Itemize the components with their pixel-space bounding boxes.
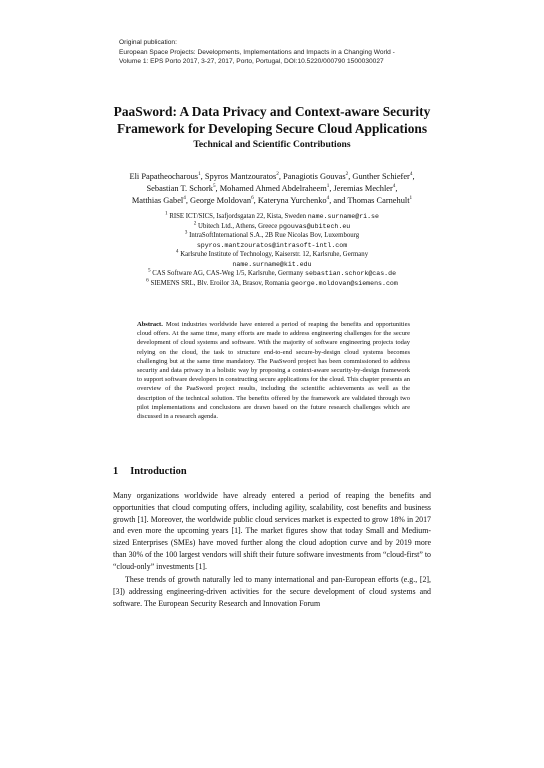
- affiliation-1: [104, 212, 440, 222]
- title-line-2: Framework for Developing Secure Cloud Applications: [116, 121, 428, 136]
- author-affil-mark: 4: [409, 171, 413, 178]
- affiliation-email[interactable]: george.moldovan@siemens.com: [290, 279, 398, 287]
- affiliation-number: 5: [147, 267, 151, 274]
- author-separator: ,: [412, 172, 415, 181]
- title-line-1: PaaSword: A Data Privacy and Context-aware Security: [113, 104, 431, 119]
- affiliation-number: 4: [175, 248, 179, 255]
- author-name: , Mohamed Ahmed Abdelraheem: [215, 184, 327, 193]
- author-name: , George Moldovan: [185, 196, 252, 205]
- author-affil-mark: 4: [326, 195, 330, 202]
- publication-venue: European Space Projects: Developments, Implementations and Impacts in a Changing World -: [119, 48, 395, 56]
- affiliation-number: 2: [193, 220, 197, 227]
- affiliation-email[interactable]: spyros.mantzouratos@intrasoft-intl.com: [196, 241, 348, 249]
- affiliation-number: 6: [146, 277, 149, 284]
- author-line-2: [104, 183, 440, 195]
- section-title: Introduction: [130, 466, 187, 477]
- affiliation-number: 1: [165, 210, 168, 217]
- author-affil-mark: 5: [212, 183, 216, 190]
- affiliation-text: Ubitech Ltd., Athens, Greece: [198, 222, 280, 230]
- author-affil-mark: 6: [251, 195, 254, 202]
- author-affil-mark: 1: [326, 183, 330, 190]
- abstract-label: Abstract.: [137, 321, 163, 328]
- author-line-1: [104, 171, 440, 183]
- affiliation-text: IntraSoftInternational S.A., 2B Rue Nicolas Bov, Luxembourg: [189, 232, 360, 239]
- author-name: , Panagiotis Gouvas: [278, 172, 346, 181]
- affiliation-text: CAS Software AG, CAS-Weg 1/5, Karlsruhe, Germany: [152, 270, 306, 277]
- author-name: , Jeremias Mechler: [329, 184, 393, 193]
- publication-info: [119, 38, 449, 67]
- publication-label: Original publication:: [119, 39, 177, 46]
- affiliation-text: SIEMENS SRL, Blv. Eroilor 3A, Brasov, Romania: [150, 279, 291, 287]
- publication-details: Volume 1: EPS Porto 2017, 3-27, 2017, Porto, Portugal, DOI:10.5220/000790 1500030027: [119, 58, 384, 66]
- author-name: , and Thomas Carnehult: [329, 196, 410, 205]
- author-list: [104, 171, 440, 207]
- author-affil-mark: 2: [345, 171, 349, 178]
- author-affil-mark: 4: [183, 195, 186, 202]
- affiliation-number: 3: [184, 229, 188, 236]
- affiliation-email[interactable]: pgouvas@ubitech.eu: [279, 222, 351, 230]
- affiliation-email[interactable]: name.surname@kit.edu: [232, 260, 312, 268]
- paper-title: [90, 103, 454, 137]
- abstract-text: Most industries worldwide have entered a period of reaping the benefits and opportunities cloud offers. At the same time, many efforts are made to address engineering challenges for the secure development of cloud systems and software. With the majority of software engineering projects today relying on the cloud, the task to structure end-to-end secure-by-design cloud systems becomes challenging but at the same time mandatory. The PaaSword project has been commissioned to address security and data privacy in a holistic way by proposing a context-aware security-by-design framework to support software developers in constructing secure applications for the cloud. This chapter presents an overview of the PaaSword project results, including the scientific achievements as well as the description of the technical solution. The benefits offered by the framework are validated through two pilot implementations and conclusions are drawn based on the future research challenges which are discussed in a research agenda.: [137, 321, 410, 421]
- affiliation-text: RISE ICT/SICS, Isafjordsgatan 22, Kista, Sweden: [169, 213, 308, 220]
- author-name: , Spyros Mantzouratos: [200, 172, 277, 181]
- affiliation-5: [104, 269, 440, 279]
- author-affil-mark: 1: [409, 195, 413, 202]
- body-paragraph-1: Many organizations worldwide have already entered a period of reaping the benefits and opportunities that cloud computing offers, including agility, scalability, cost benefits and business growth [1]. Moreover, the worldwide public cloud services market is expected to grow 18% in 2017 and even more the upcoming years [1]. The market figures show that today Small and Medium-sized Enterprises (SMEs) have moved further along the cloud adoption curve and by 2019 more than 30% of the 100 largest vendors will shift their future software investments from “cloud-first” to “cloud-only” investments [1].: [113, 491, 431, 571]
- affiliation-list: [104, 212, 440, 288]
- affiliation-4: [104, 250, 440, 260]
- affiliation-3: [104, 231, 440, 241]
- author-name: Matthias Gabel: [131, 196, 184, 205]
- author-name: , Kateryna Yurchenko: [253, 196, 327, 205]
- affiliation-4-email-line: [104, 260, 440, 270]
- author-affil-mark: 1: [198, 171, 201, 178]
- author-name: Eli Papatheocharous: [129, 172, 199, 181]
- author-name: Sebastian T. Schork: [146, 184, 213, 193]
- affiliation-2: [104, 222, 440, 232]
- author-affil-mark: 2: [276, 171, 279, 178]
- author-name: , Gunther Schiefer: [348, 172, 410, 181]
- affiliation-text: Karlsruhe Institute of Technology, Kaiserstr. 12, Karlsruhe, Germany: [180, 251, 369, 258]
- author-separator: ,: [395, 184, 398, 193]
- affiliation-email[interactable]: sebastian.schork@cas.de: [305, 270, 397, 277]
- affiliation-6: [104, 279, 440, 289]
- author-affil-mark: 4: [392, 183, 396, 190]
- section-number: 1: [113, 466, 119, 477]
- affiliation-email[interactable]: name.surname@ri.se: [307, 213, 379, 220]
- abstract: [137, 320, 410, 421]
- affiliation-3-email-line: [104, 241, 440, 251]
- body-paragraph-2: These trends of growth naturally led to many international and pan-European efforts (e.g., [2],[3]) addressing engineering-driven activities for the secure development of cloud systems and software. The European Security Research and Innovation Forum: [113, 575, 431, 608]
- paper-subtitle: Technical and Scientific Contributions: [193, 139, 351, 150]
- section-heading: [113, 466, 187, 477]
- author-line-3: [104, 195, 440, 207]
